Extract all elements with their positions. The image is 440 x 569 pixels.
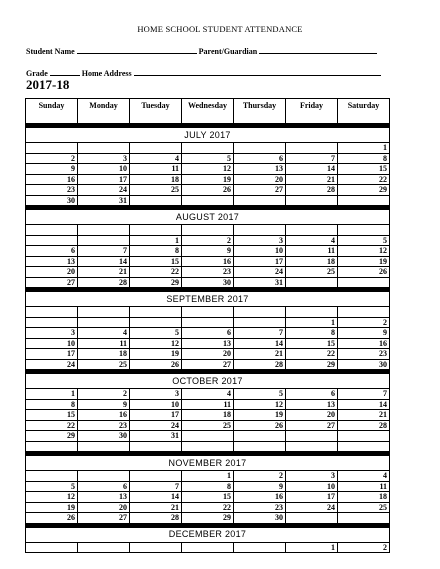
- day-cell[interactable]: 9: [182, 246, 234, 257]
- weekday-tuesday: Tuesday: [130, 99, 182, 124]
- day-cell[interactable]: 3: [234, 235, 286, 246]
- day-cell[interactable]: 8: [182, 481, 234, 492]
- day-cell[interactable]: 16: [78, 410, 130, 421]
- day-cell[interactable]: 10: [234, 246, 286, 257]
- grade-line: [26, 67, 381, 78]
- week-row: [26, 359, 390, 370]
- student-name-label: Student Name: [26, 47, 75, 56]
- day-cell[interactable]: [78, 235, 130, 246]
- day-cell[interactable]: [26, 143, 78, 154]
- month-header-row: [26, 292, 390, 307]
- day-cell[interactable]: 29: [182, 513, 234, 524]
- month-title: OCTOBER 2017: [26, 374, 390, 389]
- week-row: [26, 420, 390, 431]
- day-cell[interactable]: 29: [338, 185, 390, 196]
- day-cell[interactable]: 5: [338, 235, 390, 246]
- day-cell[interactable]: [234, 143, 286, 154]
- day-cell[interactable]: 23: [182, 267, 234, 278]
- day-cell[interactable]: 28: [78, 277, 130, 288]
- home-address-label: Home Address: [81, 69, 132, 78]
- day-cell[interactable]: 12: [338, 246, 390, 257]
- day-cell[interactable]: 16: [182, 256, 234, 267]
- grade-field[interactable]: [50, 67, 80, 76]
- day-cell[interactable]: 24: [26, 359, 78, 370]
- day-cell[interactable]: [182, 431, 234, 442]
- day-cell[interactable]: 26: [26, 513, 78, 524]
- day-cell[interactable]: 20: [78, 502, 130, 513]
- day-cell[interactable]: 2: [234, 471, 286, 482]
- day-cell[interactable]: 2: [338, 542, 390, 553]
- day-cell[interactable]: [182, 143, 234, 154]
- day-cell[interactable]: 28: [338, 420, 390, 431]
- day-cell[interactable]: 24: [286, 502, 338, 513]
- week-row: [26, 328, 390, 339]
- day-cell[interactable]: 11: [182, 399, 234, 410]
- week-row: [26, 431, 390, 442]
- day-cell[interactable]: [130, 225, 182, 236]
- day-cell[interactable]: 20: [182, 349, 234, 360]
- day-cell[interactable]: [234, 317, 286, 328]
- day-cell[interactable]: [182, 317, 234, 328]
- day-cell[interactable]: 1: [286, 317, 338, 328]
- day-cell[interactable]: [286, 225, 338, 236]
- week-row: [26, 502, 390, 513]
- day-cell[interactable]: [130, 143, 182, 154]
- day-cell[interactable]: 7: [234, 328, 286, 339]
- day-cell[interactable]: 5: [130, 328, 182, 339]
- day-cell[interactable]: [338, 441, 390, 452]
- day-cell[interactable]: 20: [234, 174, 286, 185]
- day-cell[interactable]: 14: [130, 492, 182, 503]
- week-row: [26, 513, 390, 524]
- day-cell[interactable]: 4: [286, 235, 338, 246]
- day-cell[interactable]: 29: [130, 277, 182, 288]
- day-cell[interactable]: 13: [286, 399, 338, 410]
- day-cell[interactable]: [78, 317, 130, 328]
- day-cell[interactable]: 7: [286, 153, 338, 164]
- parent-guardian-field[interactable]: [259, 45, 377, 54]
- day-cell[interactable]: 15: [286, 338, 338, 349]
- week-row: [26, 441, 390, 452]
- day-cell[interactable]: 12: [234, 399, 286, 410]
- day-cell[interactable]: 11: [78, 338, 130, 349]
- school-year: 2017-18: [26, 77, 70, 92]
- week-row: [26, 481, 390, 492]
- day-cell[interactable]: 15: [182, 492, 234, 503]
- day-cell[interactable]: 30: [234, 513, 286, 524]
- day-cell[interactable]: [130, 441, 182, 452]
- day-cell[interactable]: 15: [338, 164, 390, 175]
- day-cell[interactable]: [234, 307, 286, 318]
- week-row: [26, 267, 390, 278]
- month-title: AUGUST 2017: [26, 210, 390, 225]
- day-cell[interactable]: 25: [130, 185, 182, 196]
- day-cell[interactable]: 12: [26, 492, 78, 503]
- day-cell[interactable]: 22: [286, 349, 338, 360]
- day-cell[interactable]: 28: [234, 359, 286, 370]
- day-cell[interactable]: 10: [130, 399, 182, 410]
- day-cell[interactable]: 3: [26, 328, 78, 339]
- day-cell[interactable]: 12: [130, 338, 182, 349]
- day-cell[interactable]: 7: [78, 246, 130, 257]
- week-row: [26, 492, 390, 503]
- week-row: [26, 338, 390, 349]
- day-cell[interactable]: 30: [182, 277, 234, 288]
- day-cell[interactable]: 4: [338, 471, 390, 482]
- day-cell[interactable]: 19: [338, 256, 390, 267]
- day-cell[interactable]: 22: [26, 420, 78, 431]
- day-cell[interactable]: 16: [26, 174, 78, 185]
- week-row: [26, 225, 390, 236]
- day-cell[interactable]: 21: [78, 267, 130, 278]
- day-cell[interactable]: 30: [78, 431, 130, 442]
- day-cell[interactable]: 22: [182, 502, 234, 513]
- day-cell[interactable]: 29: [26, 431, 78, 442]
- week-row: [26, 389, 390, 400]
- day-cell[interactable]: 27: [234, 185, 286, 196]
- day-cell[interactable]: [234, 542, 286, 553]
- day-cell[interactable]: 1: [26, 389, 78, 400]
- day-cell[interactable]: 11: [130, 164, 182, 175]
- day-cell[interactable]: [286, 431, 338, 442]
- day-cell[interactable]: 6: [182, 328, 234, 339]
- day-cell[interactable]: 20: [26, 267, 78, 278]
- day-cell[interactable]: [26, 441, 78, 452]
- month-title: NOVEMBER 2017: [26, 456, 390, 471]
- week-row: [26, 143, 390, 154]
- day-cell[interactable]: 18: [182, 410, 234, 421]
- day-cell[interactable]: 7: [338, 389, 390, 400]
- day-cell[interactable]: 11: [286, 246, 338, 257]
- month-title: DECEMBER 2017: [26, 527, 390, 542]
- day-cell[interactable]: 31: [130, 431, 182, 442]
- day-cell[interactable]: 21: [234, 349, 286, 360]
- day-cell[interactable]: 13: [182, 338, 234, 349]
- day-cell[interactable]: 26: [338, 267, 390, 278]
- day-cell[interactable]: 18: [78, 349, 130, 360]
- week-row: [26, 399, 390, 410]
- day-cell[interactable]: [182, 441, 234, 452]
- day-cell[interactable]: 15: [26, 410, 78, 421]
- day-cell[interactable]: [26, 235, 78, 246]
- day-cell[interactable]: 6: [78, 481, 130, 492]
- week-row: [26, 185, 390, 196]
- day-cell[interactable]: 25: [286, 267, 338, 278]
- grade-label: Grade: [26, 69, 48, 78]
- month-header-row: [26, 456, 390, 471]
- day-cell[interactable]: 11: [338, 481, 390, 492]
- day-cell[interactable]: [78, 143, 130, 154]
- day-cell[interactable]: 25: [182, 420, 234, 431]
- day-cell[interactable]: [234, 441, 286, 452]
- day-cell[interactable]: 3: [78, 153, 130, 164]
- week-row: [26, 317, 390, 328]
- day-cell[interactable]: 8: [130, 246, 182, 257]
- student-name-field[interactable]: [77, 45, 197, 54]
- parent-guardian-label: Parent/Guardian: [198, 47, 258, 56]
- day-cell[interactable]: 24: [234, 267, 286, 278]
- day-cell[interactable]: 22: [338, 174, 390, 185]
- day-cell[interactable]: [286, 277, 338, 288]
- day-cell[interactable]: 5: [182, 153, 234, 164]
- month-title: JULY 2017: [26, 128, 390, 143]
- day-cell[interactable]: 7: [130, 481, 182, 492]
- day-cell[interactable]: 2: [338, 317, 390, 328]
- day-cell[interactable]: 4: [130, 153, 182, 164]
- day-cell[interactable]: [286, 513, 338, 524]
- week-row: [26, 235, 390, 246]
- day-cell[interactable]: [130, 307, 182, 318]
- day-cell[interactable]: 8: [26, 399, 78, 410]
- day-cell[interactable]: 16: [338, 338, 390, 349]
- day-cell[interactable]: [182, 225, 234, 236]
- day-cell[interactable]: [234, 195, 286, 206]
- week-row: [26, 349, 390, 360]
- day-cell[interactable]: [26, 307, 78, 318]
- day-cell[interactable]: 14: [286, 164, 338, 175]
- day-cell[interactable]: [78, 307, 130, 318]
- day-cell[interactable]: 18: [130, 174, 182, 185]
- day-cell[interactable]: 30: [338, 359, 390, 370]
- day-cell[interactable]: [78, 471, 130, 482]
- weekday-saturday: Saturday: [338, 99, 390, 124]
- day-cell[interactable]: [338, 307, 390, 318]
- day-cell[interactable]: 19: [130, 349, 182, 360]
- day-cell[interactable]: 26: [182, 185, 234, 196]
- month-header-row: [26, 210, 390, 225]
- week-row: [26, 174, 390, 185]
- day-cell[interactable]: [234, 225, 286, 236]
- day-cell[interactable]: [26, 225, 78, 236]
- day-cell[interactable]: 13: [78, 492, 130, 503]
- day-cell[interactable]: 23: [26, 185, 78, 196]
- day-cell[interactable]: [182, 195, 234, 206]
- day-cell[interactable]: 8: [338, 153, 390, 164]
- day-cell[interactable]: [338, 431, 390, 442]
- day-cell[interactable]: 4: [78, 328, 130, 339]
- week-row: [26, 307, 390, 318]
- week-row: [26, 471, 390, 482]
- day-cell[interactable]: 27: [286, 420, 338, 431]
- weekday-monday: Monday: [78, 99, 130, 124]
- day-cell[interactable]: 17: [130, 410, 182, 421]
- day-cell[interactable]: 1: [130, 235, 182, 246]
- day-cell[interactable]: 15: [130, 256, 182, 267]
- day-cell[interactable]: 22: [130, 267, 182, 278]
- day-cell[interactable]: 24: [78, 185, 130, 196]
- day-cell[interactable]: 26: [234, 420, 286, 431]
- day-cell[interactable]: [78, 225, 130, 236]
- weekday-thursday: Thursday: [234, 99, 286, 124]
- day-cell[interactable]: 6: [286, 389, 338, 400]
- day-cell[interactable]: 14: [78, 256, 130, 267]
- day-cell[interactable]: [130, 195, 182, 206]
- day-cell[interactable]: 14: [234, 338, 286, 349]
- page-title: HOME SCHOOL STUDENT ATTENDANCE: [137, 24, 303, 34]
- day-cell[interactable]: 17: [78, 174, 130, 185]
- day-cell[interactable]: 2: [26, 153, 78, 164]
- weekday-friday: Friday: [286, 99, 338, 124]
- day-cell[interactable]: 28: [286, 185, 338, 196]
- week-row: [26, 542, 390, 553]
- day-cell[interactable]: 27: [26, 277, 78, 288]
- day-cell[interactable]: 3: [130, 389, 182, 400]
- month-header-row: [26, 527, 390, 542]
- weekday-wednesday: Wednesday: [182, 99, 234, 124]
- day-cell[interactable]: [338, 277, 390, 288]
- month-title: SEPTEMBER 2017: [26, 292, 390, 307]
- day-cell[interactable]: [286, 441, 338, 452]
- day-cell[interactable]: 23: [338, 349, 390, 360]
- day-cell[interactable]: [26, 542, 78, 553]
- day-cell[interactable]: 13: [234, 164, 286, 175]
- day-cell[interactable]: [26, 471, 78, 482]
- day-cell[interactable]: [182, 307, 234, 318]
- day-cell[interactable]: 5: [26, 481, 78, 492]
- day-cell[interactable]: 21: [338, 410, 390, 421]
- day-cell[interactable]: 9: [78, 399, 130, 410]
- day-cell[interactable]: [130, 542, 182, 553]
- calendar-body: [26, 124, 390, 553]
- day-cell[interactable]: 1: [286, 542, 338, 553]
- day-cell[interactable]: [338, 225, 390, 236]
- day-cell[interactable]: 31: [234, 277, 286, 288]
- day-cell[interactable]: 9: [338, 328, 390, 339]
- day-cell[interactable]: 17: [234, 256, 286, 267]
- day-cell[interactable]: [130, 471, 182, 482]
- week-row: [26, 153, 390, 164]
- day-cell[interactable]: [286, 143, 338, 154]
- day-cell[interactable]: 2: [78, 389, 130, 400]
- day-cell[interactable]: [78, 542, 130, 553]
- day-cell[interactable]: 14: [338, 399, 390, 410]
- day-cell[interactable]: [130, 317, 182, 328]
- day-cell[interactable]: 28: [130, 513, 182, 524]
- day-cell[interactable]: 13: [26, 256, 78, 267]
- day-cell[interactable]: [182, 542, 234, 553]
- day-cell[interactable]: 25: [338, 502, 390, 513]
- day-cell[interactable]: 4: [182, 389, 234, 400]
- day-cell[interactable]: 20: [286, 410, 338, 421]
- day-cell[interactable]: 10: [286, 481, 338, 492]
- day-cell[interactable]: 9: [234, 481, 286, 492]
- day-cell[interactable]: 21: [130, 502, 182, 513]
- day-cell[interactable]: [338, 513, 390, 524]
- day-cell[interactable]: 24: [130, 420, 182, 431]
- day-cell[interactable]: 27: [78, 513, 130, 524]
- day-cell[interactable]: 19: [234, 410, 286, 421]
- day-cell[interactable]: 12: [182, 164, 234, 175]
- day-cell[interactable]: [26, 317, 78, 328]
- day-cell[interactable]: 10: [78, 164, 130, 175]
- day-cell[interactable]: 23: [234, 502, 286, 513]
- day-cell[interactable]: 16: [234, 492, 286, 503]
- week-row: [26, 195, 390, 206]
- day-cell[interactable]: 21: [286, 174, 338, 185]
- day-cell[interactable]: 23: [78, 420, 130, 431]
- day-cell[interactable]: 5: [234, 389, 286, 400]
- day-cell[interactable]: [338, 195, 390, 206]
- week-row: [26, 164, 390, 175]
- month-header-row: [26, 128, 390, 143]
- day-cell[interactable]: 18: [286, 256, 338, 267]
- weekday-header-row: [26, 99, 390, 124]
- day-cell[interactable]: 3: [286, 471, 338, 482]
- week-row: [26, 410, 390, 421]
- day-cell[interactable]: 1: [182, 471, 234, 482]
- day-cell[interactable]: 10: [26, 338, 78, 349]
- day-cell[interactable]: 6: [234, 153, 286, 164]
- day-cell[interactable]: 19: [182, 174, 234, 185]
- day-cell[interactable]: 29: [286, 359, 338, 370]
- day-cell[interactable]: 8: [286, 328, 338, 339]
- day-cell[interactable]: [286, 307, 338, 318]
- day-cell[interactable]: [234, 431, 286, 442]
- day-cell[interactable]: 25: [78, 359, 130, 370]
- day-cell[interactable]: 9: [26, 164, 78, 175]
- week-row: [26, 246, 390, 257]
- day-cell[interactable]: 26: [130, 359, 182, 370]
- day-cell[interactable]: 31: [78, 195, 130, 206]
- day-cell[interactable]: [286, 195, 338, 206]
- day-cell[interactable]: 6: [26, 246, 78, 257]
- day-cell[interactable]: [78, 441, 130, 452]
- weekday-sunday: Sunday: [26, 99, 78, 124]
- home-address-field[interactable]: [134, 67, 381, 76]
- day-cell[interactable]: 1: [338, 143, 390, 154]
- week-row: [26, 277, 390, 288]
- month-header-row: [26, 374, 390, 389]
- day-cell[interactable]: 27: [182, 359, 234, 370]
- week-row: [26, 256, 390, 267]
- day-cell[interactable]: 18: [338, 492, 390, 503]
- attendance-calendar: [25, 98, 390, 553]
- day-cell[interactable]: 2: [182, 235, 234, 246]
- day-cell[interactable]: 30: [26, 195, 78, 206]
- day-cell[interactable]: 17: [286, 492, 338, 503]
- day-cell[interactable]: 17: [26, 349, 78, 360]
- day-cell[interactable]: 19: [26, 502, 78, 513]
- student-line: [26, 45, 377, 56]
